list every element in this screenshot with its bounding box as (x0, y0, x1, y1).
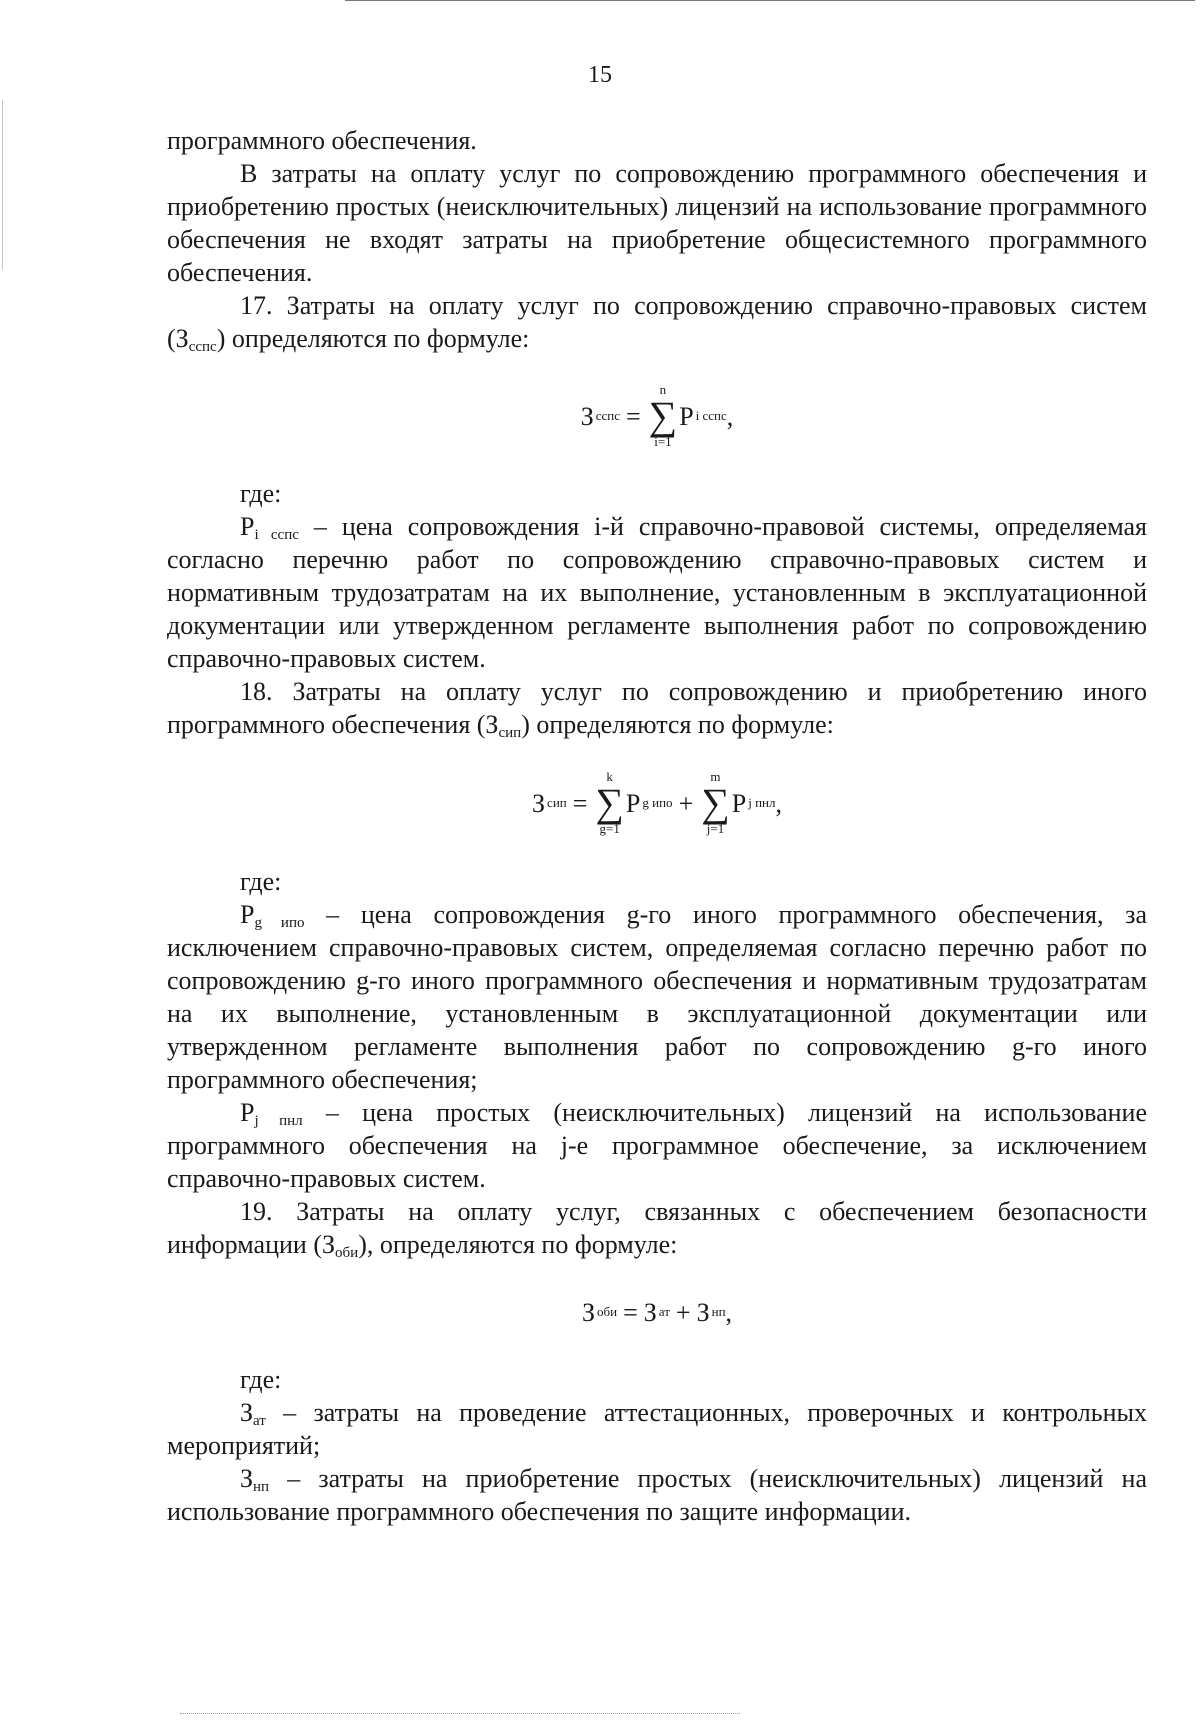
item-18-symbol-sub: сип (498, 725, 522, 741)
definition-18-1-symbol-sub: g ипо (254, 915, 305, 931)
formula-19-trail: , (725, 1297, 733, 1327)
formula-17-sum (649, 383, 678, 449)
definition-18-2-p (167, 1096, 1147, 1195)
scan-edge-mark (2, 100, 3, 270)
formula-19-term-2: З (696, 1297, 710, 1327)
item-18-text-post: ) определяются по формуле: (521, 710, 834, 739)
definition-18-1-p (167, 898, 1147, 1096)
paragraph-software-costs: В затраты на оплату услуг по сопровождению программного обеспечения и приобретению простых (неисключительных) лицензий на использование программного обеспечения не входят затраты на приобретение общесистемного программного обеспечения. (167, 159, 1147, 287)
formula-17-lhs: З (580, 401, 594, 431)
formula-17-sum-upper: n (659, 382, 667, 397)
formula-17-trail: , (726, 401, 734, 431)
formula-18-sum-2 (701, 770, 730, 836)
item-17-text-pre: 17. Затраты на оплату услуг по сопровождению справочно-правовых систем (З (167, 291, 1147, 353)
definition-18-1-text: – цена сопровождения g-го иного программного обеспечения, за исключением справочно-правовых систем, определяемая согласно перечню работ по сопровождению g-го иного программного обеспечения и нормативным трудозатратам на их выполнение, установленным в эксплуатационной документации или утвержденном регламенте выполнения работ по сопровождению g-го иного программного обеспечения; (167, 900, 1147, 1094)
formula-19-plus: + (675, 1297, 691, 1327)
item-18-text-pre: 18. Затраты на оплату услуг по сопровождению и приобретению иного программного обеспечения (З (167, 677, 1147, 739)
page-number: 15 (588, 62, 612, 88)
where-label-18: где: (240, 867, 282, 896)
formula-19: З оби = З ат + З нп , (581, 1297, 733, 1327)
where-label-19: где: (240, 1365, 282, 1394)
formula-18-trail: , (775, 788, 782, 818)
formula-17-equals: = (626, 401, 641, 431)
definition-19-1-text: – затраты на проведение аттестационных, проверочных и контрольных мероприятий; (167, 1398, 1147, 1460)
item-17-text-post: ) определяются по формуле: (216, 324, 530, 353)
definition-17-symbol: P (240, 512, 255, 541)
formula-18-sum-1-upper: k (606, 769, 613, 784)
definition-19-2-p (167, 1462, 1147, 1528)
definition-17-p (167, 510, 1147, 675)
top-border-line (345, 0, 1195, 1)
formula-17: З сспс = n ∑ i=1 P i сспс , (580, 382, 734, 449)
formula-18-equals: = (572, 788, 588, 818)
formula-18-plus: + (678, 788, 694, 818)
item-17-symbol-sub: сспс (188, 339, 217, 355)
definition-18-2-text: – цена простых (неисключительных) лицензий на использование программного обеспечения на j-е программное обеспечение, за исключением справочно-правовых систем. (167, 1098, 1147, 1193)
item-19-text-post: ), определяются по формуле: (358, 1230, 678, 1259)
definition-19-2-symbol-sub: нп (253, 1479, 270, 1495)
formula-18-sum-2-lower: j=1 (706, 821, 725, 836)
definition-19-2-symbol: З (240, 1464, 254, 1493)
item-19-symbol-sub: оби (335, 1245, 359, 1261)
formula-18-term-2: P (731, 788, 747, 818)
item-18-paragraph (167, 675, 1147, 741)
definition-17-text: – цена сопровождения i-й справочно-правовой системы, определяемая согласно перечню работ по сопровождению справочно-правовых систем и нормативным трудозатратам на их выполнение, установленным в эксплуатационной документации или утвержденном регламенте выполнения работ по сопровождению справочно-правовых систем. (167, 512, 1147, 673)
definition-19-1-symbol-sub: ат (253, 1413, 266, 1429)
formula-17-term: P (679, 401, 694, 431)
formula-19-equals: = (623, 1297, 638, 1327)
formula-19-lhs: З (581, 1297, 595, 1327)
formula-18-term-1: P (625, 788, 641, 818)
definition-19-1-symbol: З (240, 1398, 254, 1427)
bottom-border-line (180, 1713, 740, 1714)
sigma-symbol: ∑ (701, 780, 730, 825)
formula-18: З сип = k ∑ g=1 P g ипо + m ∑ j=1 P j пнл , (532, 769, 782, 836)
definition-18-1-symbol: P (240, 900, 255, 929)
item-19-paragraph (167, 1195, 1147, 1261)
item-19-text-pre: 19. Затраты на оплату услуг, связанных с обеспечением безопасности информации (З (167, 1197, 1147, 1259)
sigma-symbol: ∑ (595, 780, 624, 825)
document-body (167, 124, 1147, 1528)
formula-18-sum-2-upper: m (710, 769, 721, 784)
definition-19-1-p (167, 1396, 1147, 1462)
where-label-17: где: (240, 479, 282, 508)
definition-18-2-symbol: P (240, 1098, 255, 1127)
item-17-paragraph (167, 289, 1147, 355)
paragraph-continuation: программного обеспечения. (167, 126, 477, 155)
formula-18-sum-1 (595, 770, 624, 836)
formula-19-term-1: З (643, 1297, 657, 1327)
definition-19-2-text: – затраты на приобретение простых (неисключительных) лицензий на использование программного обеспечения по защите информации. (167, 1464, 1147, 1526)
formula-18-sum-1-lower: g=1 (599, 821, 620, 836)
sigma-symbol: ∑ (648, 393, 678, 438)
formula-18-lhs: З (532, 788, 546, 818)
definition-18-2-symbol-sub: j пнл (254, 1113, 303, 1129)
formula-17-sum-lower: i=1 (654, 434, 672, 449)
definition-17-symbol-sub: i сспс (254, 527, 299, 543)
